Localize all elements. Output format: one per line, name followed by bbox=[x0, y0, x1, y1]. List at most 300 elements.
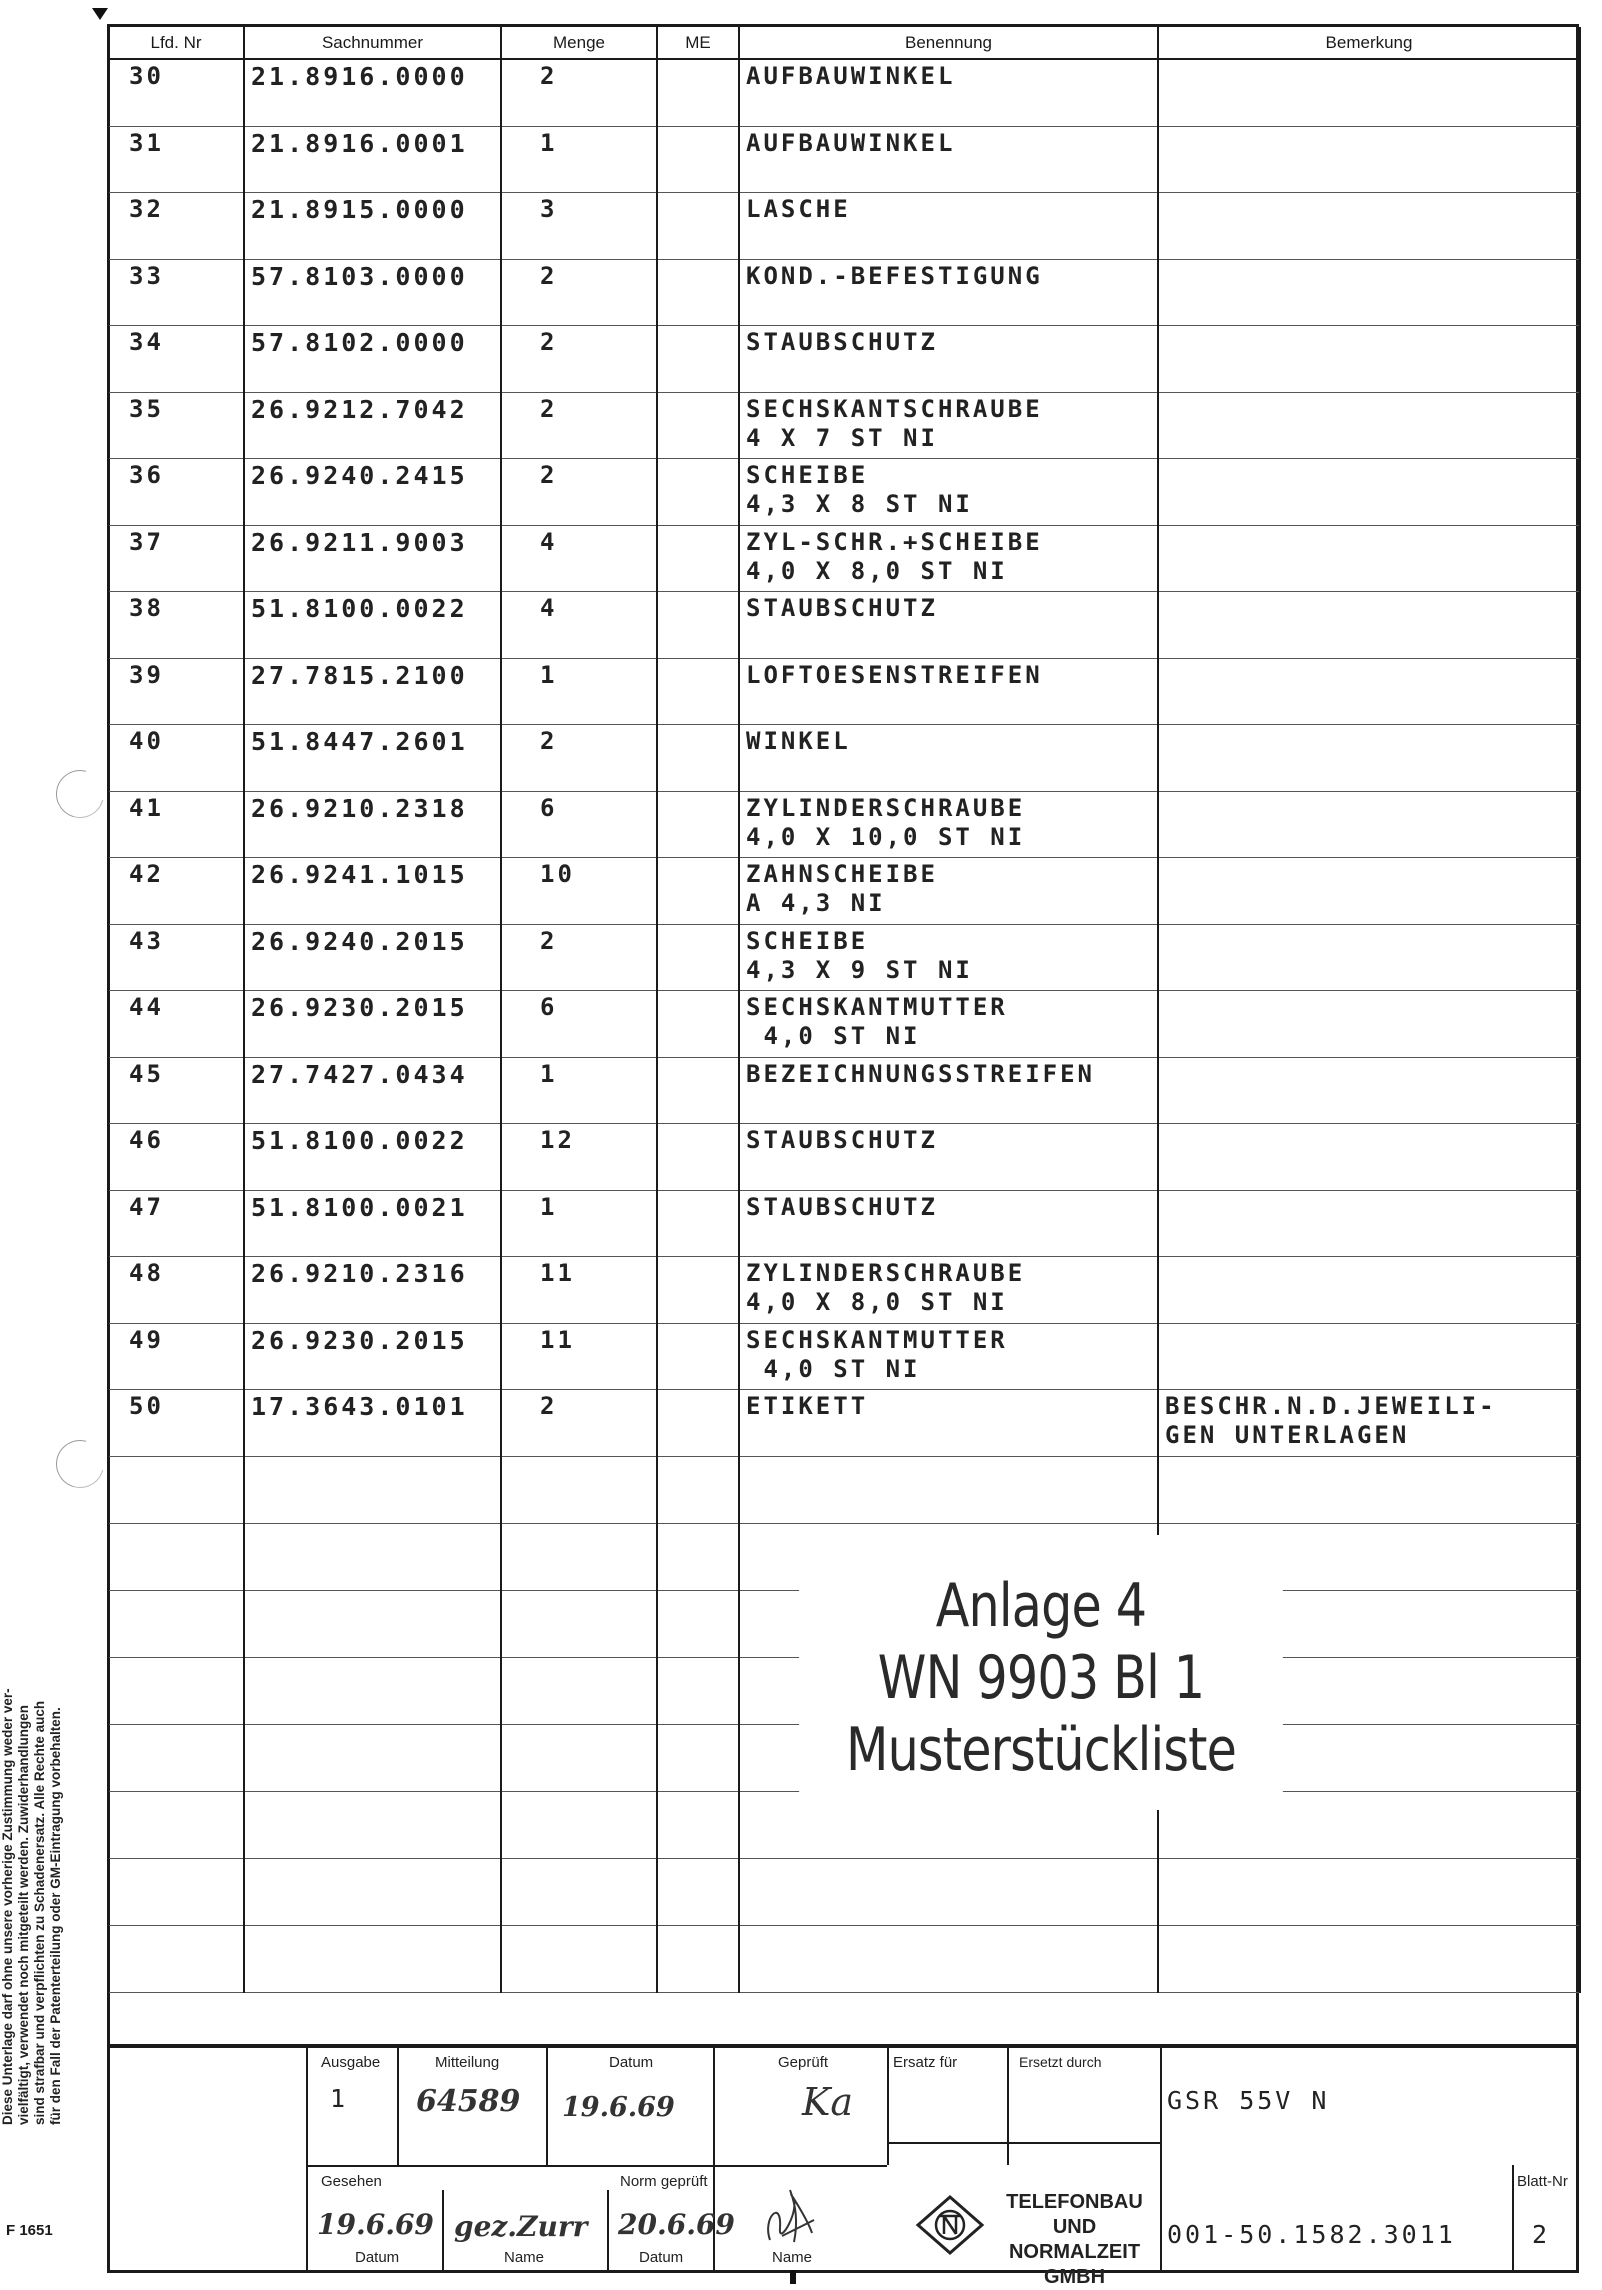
part-number-cell bbox=[244, 1057, 501, 1124]
row-number-cell bbox=[108, 592, 244, 659]
part-number-cell bbox=[244, 59, 501, 126]
empty-cell bbox=[501, 1925, 657, 1992]
remark-cell bbox=[1158, 1057, 1580, 1124]
remark-cell bbox=[1158, 459, 1580, 526]
empty-cell bbox=[244, 1858, 501, 1925]
quantity: 2 bbox=[540, 394, 558, 423]
quantity-cell bbox=[501, 1190, 657, 1257]
legal-line: sind strafbar und verpflichten zu Schadenersatz. Alle Rechte auch bbox=[32, 1700, 47, 2125]
quantity-cell bbox=[501, 592, 657, 659]
mitteilung-label: Mitteilung bbox=[435, 2054, 500, 2071]
designation: STAUBSCHUTZ bbox=[746, 1192, 938, 1221]
designation: ZYLINDERSCHRAUBE bbox=[746, 793, 1026, 822]
remark-cell bbox=[1158, 658, 1580, 725]
part-number: 21.8915.0000 bbox=[251, 195, 468, 224]
ersetzt-durch-label: Ersetzt durch bbox=[1019, 2054, 1102, 2070]
designation: KOND.-BEFESTIGUNG bbox=[746, 261, 1043, 290]
part-number-cell bbox=[244, 725, 501, 792]
quantity: 2 bbox=[540, 461, 558, 489]
designation-cell bbox=[739, 459, 1158, 526]
company-name bbox=[987, 2190, 1162, 2290]
table-row bbox=[108, 1124, 1580, 1191]
unit-cell bbox=[657, 259, 739, 326]
empty-cell bbox=[657, 1456, 739, 1523]
row-number: 42 bbox=[129, 860, 164, 888]
designation: LOFTOESENSTREIFEN bbox=[746, 660, 1043, 689]
quantity: 2 bbox=[540, 328, 558, 356]
row-number-cell bbox=[108, 791, 244, 858]
quantity: 1 bbox=[540, 1059, 558, 1088]
empty-cell bbox=[657, 1791, 739, 1858]
table-row bbox=[108, 1190, 1580, 1257]
quantity-cell bbox=[501, 725, 657, 792]
unit-cell bbox=[657, 525, 739, 592]
empty-table-row bbox=[108, 1858, 1580, 1925]
designation: SECHSKANTMUTTER bbox=[746, 1325, 1008, 1354]
unit-cell bbox=[657, 126, 739, 193]
unit-cell bbox=[657, 924, 739, 991]
quantity-cell bbox=[501, 326, 657, 393]
part-number: 26.9210.2316 bbox=[251, 1259, 468, 1288]
part-number: 26.9241.1015 bbox=[251, 860, 468, 889]
company-line: GMBH bbox=[1043, 2266, 1106, 2288]
quantity-cell bbox=[501, 392, 657, 459]
row-number: 30 bbox=[129, 62, 164, 90]
remark-cell bbox=[1158, 392, 1580, 459]
designation-line2: 4,3 X 9 ST NI bbox=[746, 955, 973, 984]
part-number-cell bbox=[244, 1390, 501, 1457]
designation: WINKEL bbox=[746, 727, 851, 755]
row-number-cell bbox=[108, 392, 244, 459]
empty-cell bbox=[244, 1657, 501, 1724]
gesehen-datum-sub: Datum bbox=[355, 2249, 400, 2266]
drawing-number: 001-50.1582.3011 bbox=[1167, 2220, 1456, 2249]
blatt-nr-label: Blatt-Nr bbox=[1517, 2173, 1568, 2190]
quantity-cell bbox=[501, 459, 657, 526]
part-number-cell bbox=[244, 1257, 501, 1324]
quantity-cell bbox=[501, 126, 657, 193]
empty-cell bbox=[501, 1590, 657, 1657]
designation: STAUBSCHUTZ bbox=[746, 1126, 938, 1154]
unit-cell bbox=[657, 858, 739, 925]
quantity: 6 bbox=[540, 993, 558, 1021]
row-number: 39 bbox=[129, 660, 164, 689]
row-number-cell bbox=[108, 126, 244, 193]
row-number: 38 bbox=[129, 594, 164, 622]
stamp-line-annex: Anlage 4 bbox=[935, 1571, 1147, 1641]
quantity: 11 bbox=[540, 1325, 575, 1354]
remark-cell bbox=[1158, 59, 1580, 126]
remark-cell bbox=[1158, 924, 1580, 991]
row-number: 40 bbox=[129, 727, 164, 755]
quantity: 2 bbox=[540, 926, 558, 955]
remark-cell bbox=[1158, 1323, 1580, 1390]
empty-cell bbox=[108, 1791, 244, 1858]
part-number-cell bbox=[244, 1323, 501, 1390]
quantity-cell bbox=[501, 59, 657, 126]
quantity-cell bbox=[501, 259, 657, 326]
part-number-cell bbox=[244, 791, 501, 858]
remark: BESCHR.N.D.JEWEILI- bbox=[1165, 1392, 1497, 1420]
legal-line: vielfältigt, verwendet noch mitgeteilt werden. Zuwiderhandlungen bbox=[16, 1704, 31, 2125]
quantity: 2 bbox=[540, 62, 558, 90]
row-number: 47 bbox=[129, 1192, 164, 1221]
empty-cell bbox=[501, 1456, 657, 1523]
empty-cell bbox=[657, 1657, 739, 1724]
empty-table-row bbox=[108, 1456, 1580, 1523]
table-row bbox=[108, 193, 1580, 260]
designation: AUFBAUWINKEL bbox=[746, 128, 956, 157]
quantity-cell bbox=[501, 193, 657, 260]
remark-cell bbox=[1158, 326, 1580, 393]
table-row bbox=[108, 791, 1580, 858]
unit-cell bbox=[657, 459, 739, 526]
header-sachnummer: Sachnummer bbox=[244, 27, 501, 59]
gesehen-name-sub: Name bbox=[504, 2249, 545, 2266]
designation-line2: 4,0 X 8,0 ST NI bbox=[746, 1288, 1008, 1316]
empty-cell bbox=[501, 1657, 657, 1724]
part-number-cell bbox=[244, 525, 501, 592]
empty-cell bbox=[657, 1925, 739, 1992]
row-number-cell bbox=[108, 924, 244, 991]
part-number-cell bbox=[244, 1190, 501, 1257]
table-row bbox=[108, 725, 1580, 792]
row-number-cell bbox=[108, 525, 244, 592]
designation-cell bbox=[739, 1057, 1158, 1124]
legal-line: für den Fall der Patenterteilung oder GM-Eintragung vorbehalten. bbox=[48, 1707, 63, 2125]
part-number-cell bbox=[244, 459, 501, 526]
designation-cell bbox=[739, 1190, 1158, 1257]
part-number: 57.8103.0000 bbox=[251, 261, 468, 291]
row-number: 33 bbox=[129, 261, 164, 290]
designation: BEZEICHNUNGSSTREIFEN bbox=[746, 1059, 1095, 1088]
table-row bbox=[108, 592, 1580, 659]
designation-cell bbox=[739, 259, 1158, 326]
designation: ZYL-SCHR.+SCHEIBE bbox=[746, 527, 1043, 556]
header-lfd-nr: Lfd. Nr bbox=[108, 27, 244, 59]
designation-cell bbox=[739, 126, 1158, 193]
row-number: 50 bbox=[129, 1392, 164, 1420]
designation: LASCHE bbox=[746, 195, 851, 223]
designation: SECHSKANTMUTTER bbox=[746, 993, 1008, 1021]
empty-cell bbox=[501, 1791, 657, 1858]
punch-hole-upper bbox=[47, 761, 113, 827]
empty-cell bbox=[501, 1858, 657, 1925]
quantity: 2 bbox=[540, 1392, 558, 1420]
unit-cell bbox=[657, 392, 739, 459]
table-row bbox=[108, 1323, 1580, 1390]
empty-cell bbox=[501, 1724, 657, 1791]
row-number: 45 bbox=[129, 1059, 164, 1088]
designation-cell bbox=[739, 326, 1158, 393]
part-number-cell bbox=[244, 392, 501, 459]
empty-cell bbox=[244, 1791, 501, 1858]
gesehen-label: Gesehen bbox=[321, 2173, 382, 2190]
header-benennung: Benennung bbox=[739, 27, 1158, 59]
remark-cell bbox=[1158, 1390, 1580, 1457]
quantity: 10 bbox=[540, 860, 575, 888]
table-row bbox=[108, 991, 1580, 1058]
row-number-cell bbox=[108, 1190, 244, 1257]
quantity: 1 bbox=[540, 1192, 558, 1221]
row-number-cell bbox=[108, 1057, 244, 1124]
mitteilung-value: 64589 bbox=[416, 2084, 521, 2119]
part-number: 26.9240.2415 bbox=[251, 461, 468, 490]
quantity-cell bbox=[501, 525, 657, 592]
table-row bbox=[108, 525, 1580, 592]
part-number: 26.9211.9003 bbox=[251, 527, 468, 557]
empty-cell bbox=[108, 1523, 244, 1590]
row-number-cell bbox=[108, 1257, 244, 1324]
row-number-cell bbox=[108, 459, 244, 526]
legal-notice bbox=[0, 1565, 110, 2125]
empty-cell bbox=[1158, 1858, 1580, 1925]
designation-cell bbox=[739, 392, 1158, 459]
designation-cell bbox=[739, 991, 1158, 1058]
unit-cell bbox=[657, 725, 739, 792]
remark-cell bbox=[1158, 1257, 1580, 1324]
quantity: 6 bbox=[540, 793, 558, 822]
row-number: 35 bbox=[129, 394, 164, 423]
part-number-cell bbox=[244, 658, 501, 725]
designation-cell bbox=[739, 924, 1158, 991]
unit-cell bbox=[657, 1323, 739, 1390]
designation-line2: 4 X 7 ST NI bbox=[746, 423, 938, 452]
row-number-cell bbox=[108, 259, 244, 326]
table-row bbox=[108, 126, 1580, 193]
table-row bbox=[108, 1390, 1580, 1457]
empty-cell bbox=[739, 1456, 1158, 1523]
row-number-cell bbox=[108, 59, 244, 126]
quantity: 12 bbox=[540, 1126, 575, 1154]
quantity-cell bbox=[501, 1257, 657, 1324]
unit-cell bbox=[657, 1390, 739, 1457]
part-number: 51.8100.0022 bbox=[251, 594, 468, 623]
unit-cell bbox=[657, 658, 739, 725]
designation-cell bbox=[739, 1390, 1158, 1457]
datum-value: 19.6.69 bbox=[562, 2092, 675, 2123]
designation-cell bbox=[739, 1323, 1158, 1390]
designation: SCHEIBE bbox=[746, 926, 869, 955]
row-number-cell bbox=[108, 193, 244, 260]
unit-cell bbox=[657, 193, 739, 260]
remark-cell bbox=[1158, 1190, 1580, 1257]
row-number-cell bbox=[108, 658, 244, 725]
designation-cell bbox=[739, 658, 1158, 725]
part-number-cell bbox=[244, 592, 501, 659]
empty-cell bbox=[501, 1523, 657, 1590]
part-number: 57.8102.0000 bbox=[251, 328, 468, 357]
designation-cell bbox=[739, 791, 1158, 858]
part-number-cell bbox=[244, 1124, 501, 1191]
designation-line2: 4,0 X 10,0 ST NI bbox=[746, 822, 1026, 851]
stamp-line-standard: WN 9903 Bl 1 bbox=[877, 1643, 1205, 1713]
product-designation: GSR 55V N bbox=[1167, 2086, 1330, 2115]
designation-line2: 4,3 X 8 ST NI bbox=[746, 490, 973, 518]
quantity: 2 bbox=[540, 261, 558, 290]
designation-line2: A 4,3 NI bbox=[746, 889, 886, 917]
designation-line2: 4,0 ST NI bbox=[746, 1022, 921, 1050]
empty-cell bbox=[244, 1724, 501, 1791]
remark-cell bbox=[1158, 525, 1580, 592]
part-number: 51.8447.2601 bbox=[251, 727, 468, 756]
unit-cell bbox=[657, 1057, 739, 1124]
designation-cell bbox=[739, 858, 1158, 925]
empty-cell bbox=[108, 1657, 244, 1724]
designation-cell bbox=[739, 592, 1158, 659]
row-number: 32 bbox=[129, 195, 164, 223]
quantity: 2 bbox=[540, 727, 558, 755]
row-number: 49 bbox=[129, 1325, 164, 1354]
empty-cell bbox=[244, 1456, 501, 1523]
quantity-cell bbox=[501, 658, 657, 725]
part-number: 21.8916.0001 bbox=[251, 128, 468, 158]
designation: ZAHNSCHEIBE bbox=[746, 860, 938, 888]
company-line: TELEFONBAU bbox=[1006, 2191, 1143, 2213]
unit-cell bbox=[657, 1124, 739, 1191]
designation: SECHSKANTSCHRAUBE bbox=[746, 394, 1043, 423]
empty-cell bbox=[657, 1590, 739, 1657]
title-block bbox=[107, 2044, 1579, 2288]
designation-cell bbox=[739, 59, 1158, 126]
norm-name-sub: Name bbox=[772, 2249, 813, 2266]
designation-line2: 4,0 ST NI bbox=[746, 1354, 921, 1383]
row-number-cell bbox=[108, 858, 244, 925]
designation: ETIKETT bbox=[746, 1392, 869, 1420]
top-marker bbox=[92, 8, 108, 20]
bottom-marker bbox=[790, 2270, 796, 2284]
table-row bbox=[108, 326, 1580, 393]
designation-cell bbox=[739, 193, 1158, 260]
row-number-cell bbox=[108, 1124, 244, 1191]
header-menge: Menge bbox=[501, 27, 657, 59]
company-logo-icon bbox=[915, 2194, 985, 2256]
gesehen-name: gez.Zurr bbox=[454, 2210, 588, 2243]
blatt-nr-value: 2 bbox=[1532, 2220, 1551, 2249]
designation: SCHEIBE bbox=[746, 461, 869, 489]
part-number: 51.8100.0021 bbox=[251, 1192, 468, 1222]
form-id: F 1651 bbox=[6, 2222, 53, 2239]
empty-cell bbox=[108, 1858, 244, 1925]
remark-cell bbox=[1158, 725, 1580, 792]
empty-cell bbox=[244, 1523, 501, 1590]
empty-cell bbox=[108, 1456, 244, 1523]
empty-cell bbox=[108, 1590, 244, 1657]
designation-cell bbox=[739, 1257, 1158, 1324]
norm-datum-sub: Datum bbox=[639, 2249, 684, 2266]
part-number: 26.9230.2015 bbox=[251, 1325, 468, 1355]
table-row bbox=[108, 392, 1580, 459]
empty-cell bbox=[108, 1925, 244, 1992]
company-line: NORMALZEIT bbox=[1008, 2241, 1141, 2263]
row-number-cell bbox=[108, 1390, 244, 1457]
company-line: UND bbox=[1052, 2216, 1097, 2238]
remark-cell bbox=[1158, 791, 1580, 858]
remark-cell bbox=[1158, 858, 1580, 925]
table-header-row bbox=[108, 27, 1580, 59]
part-number: 27.7427.0434 bbox=[251, 1059, 468, 1089]
stamp-line-title: Musterstückliste bbox=[845, 1715, 1237, 1785]
table-row bbox=[108, 924, 1580, 991]
part-number: 51.8100.0022 bbox=[251, 1126, 468, 1155]
empty-cell bbox=[657, 1523, 739, 1590]
quantity: 4 bbox=[540, 594, 558, 622]
quantity: 3 bbox=[540, 195, 558, 223]
remark-cell bbox=[1158, 259, 1580, 326]
quantity-cell bbox=[501, 1057, 657, 1124]
row-number: 48 bbox=[129, 1259, 164, 1287]
ausgabe-value: 1 bbox=[330, 2084, 349, 2113]
row-number: 41 bbox=[129, 793, 164, 822]
table-row bbox=[108, 459, 1580, 526]
part-number: 26.9210.2318 bbox=[251, 793, 468, 823]
empty-cell bbox=[739, 1858, 1158, 1925]
part-number: 27.7815.2100 bbox=[251, 660, 468, 690]
unit-cell bbox=[657, 592, 739, 659]
designation: STAUBSCHUTZ bbox=[746, 594, 938, 622]
quantity-cell bbox=[501, 991, 657, 1058]
table-row bbox=[108, 259, 1580, 326]
designation: AUFBAUWINKEL bbox=[746, 62, 956, 90]
designation: STAUBSCHUTZ bbox=[746, 328, 938, 356]
empty-cell bbox=[108, 1724, 244, 1791]
annex-stamp bbox=[799, 1535, 1283, 1810]
quantity: 11 bbox=[540, 1259, 575, 1287]
table-row bbox=[108, 658, 1580, 725]
norm-datum: 20.6.69 bbox=[618, 2208, 735, 2241]
empty-cell bbox=[657, 1724, 739, 1791]
table-row bbox=[108, 1257, 1580, 1324]
gesehen-datum: 19.6.69 bbox=[317, 2208, 434, 2241]
quantity-cell bbox=[501, 1323, 657, 1390]
geprueft-signature: Ka bbox=[802, 2080, 854, 2124]
part-number-cell bbox=[244, 858, 501, 925]
quantity: 4 bbox=[540, 527, 558, 556]
part-number-cell bbox=[244, 259, 501, 326]
row-number: 36 bbox=[129, 461, 164, 489]
part-number: 26.9240.2015 bbox=[251, 926, 468, 956]
remark-cell bbox=[1158, 991, 1580, 1058]
remark-cell bbox=[1158, 592, 1580, 659]
row-number: 31 bbox=[129, 128, 164, 157]
part-number-cell bbox=[244, 126, 501, 193]
quantity-cell bbox=[501, 858, 657, 925]
unit-cell bbox=[657, 791, 739, 858]
remark-cell bbox=[1158, 126, 1580, 193]
row-number-cell bbox=[108, 991, 244, 1058]
designation-line2: 4,0 X 8,0 ST NI bbox=[746, 556, 1008, 585]
row-number-cell bbox=[108, 725, 244, 792]
punch-hole-lower bbox=[47, 1431, 113, 1497]
designation-cell bbox=[739, 725, 1158, 792]
designation: ZYLINDERSCHRAUBE bbox=[746, 1259, 1026, 1287]
quantity-cell bbox=[501, 791, 657, 858]
quantity-cell bbox=[501, 924, 657, 991]
empty-table-row bbox=[108, 1925, 1580, 1992]
row-number: 34 bbox=[129, 328, 164, 356]
unit-cell bbox=[657, 1257, 739, 1324]
table-row bbox=[108, 1057, 1580, 1124]
table-row bbox=[108, 59, 1580, 126]
geprueft-label: Geprüft bbox=[778, 2054, 829, 2071]
empty-cell bbox=[244, 1590, 501, 1657]
norm-geprueft-label: Norm geprüft bbox=[620, 2173, 708, 2190]
empty-cell bbox=[657, 1858, 739, 1925]
empty-cell bbox=[244, 1925, 501, 1992]
designation-cell bbox=[739, 1124, 1158, 1191]
part-number-cell bbox=[244, 326, 501, 393]
quantity-cell bbox=[501, 1390, 657, 1457]
